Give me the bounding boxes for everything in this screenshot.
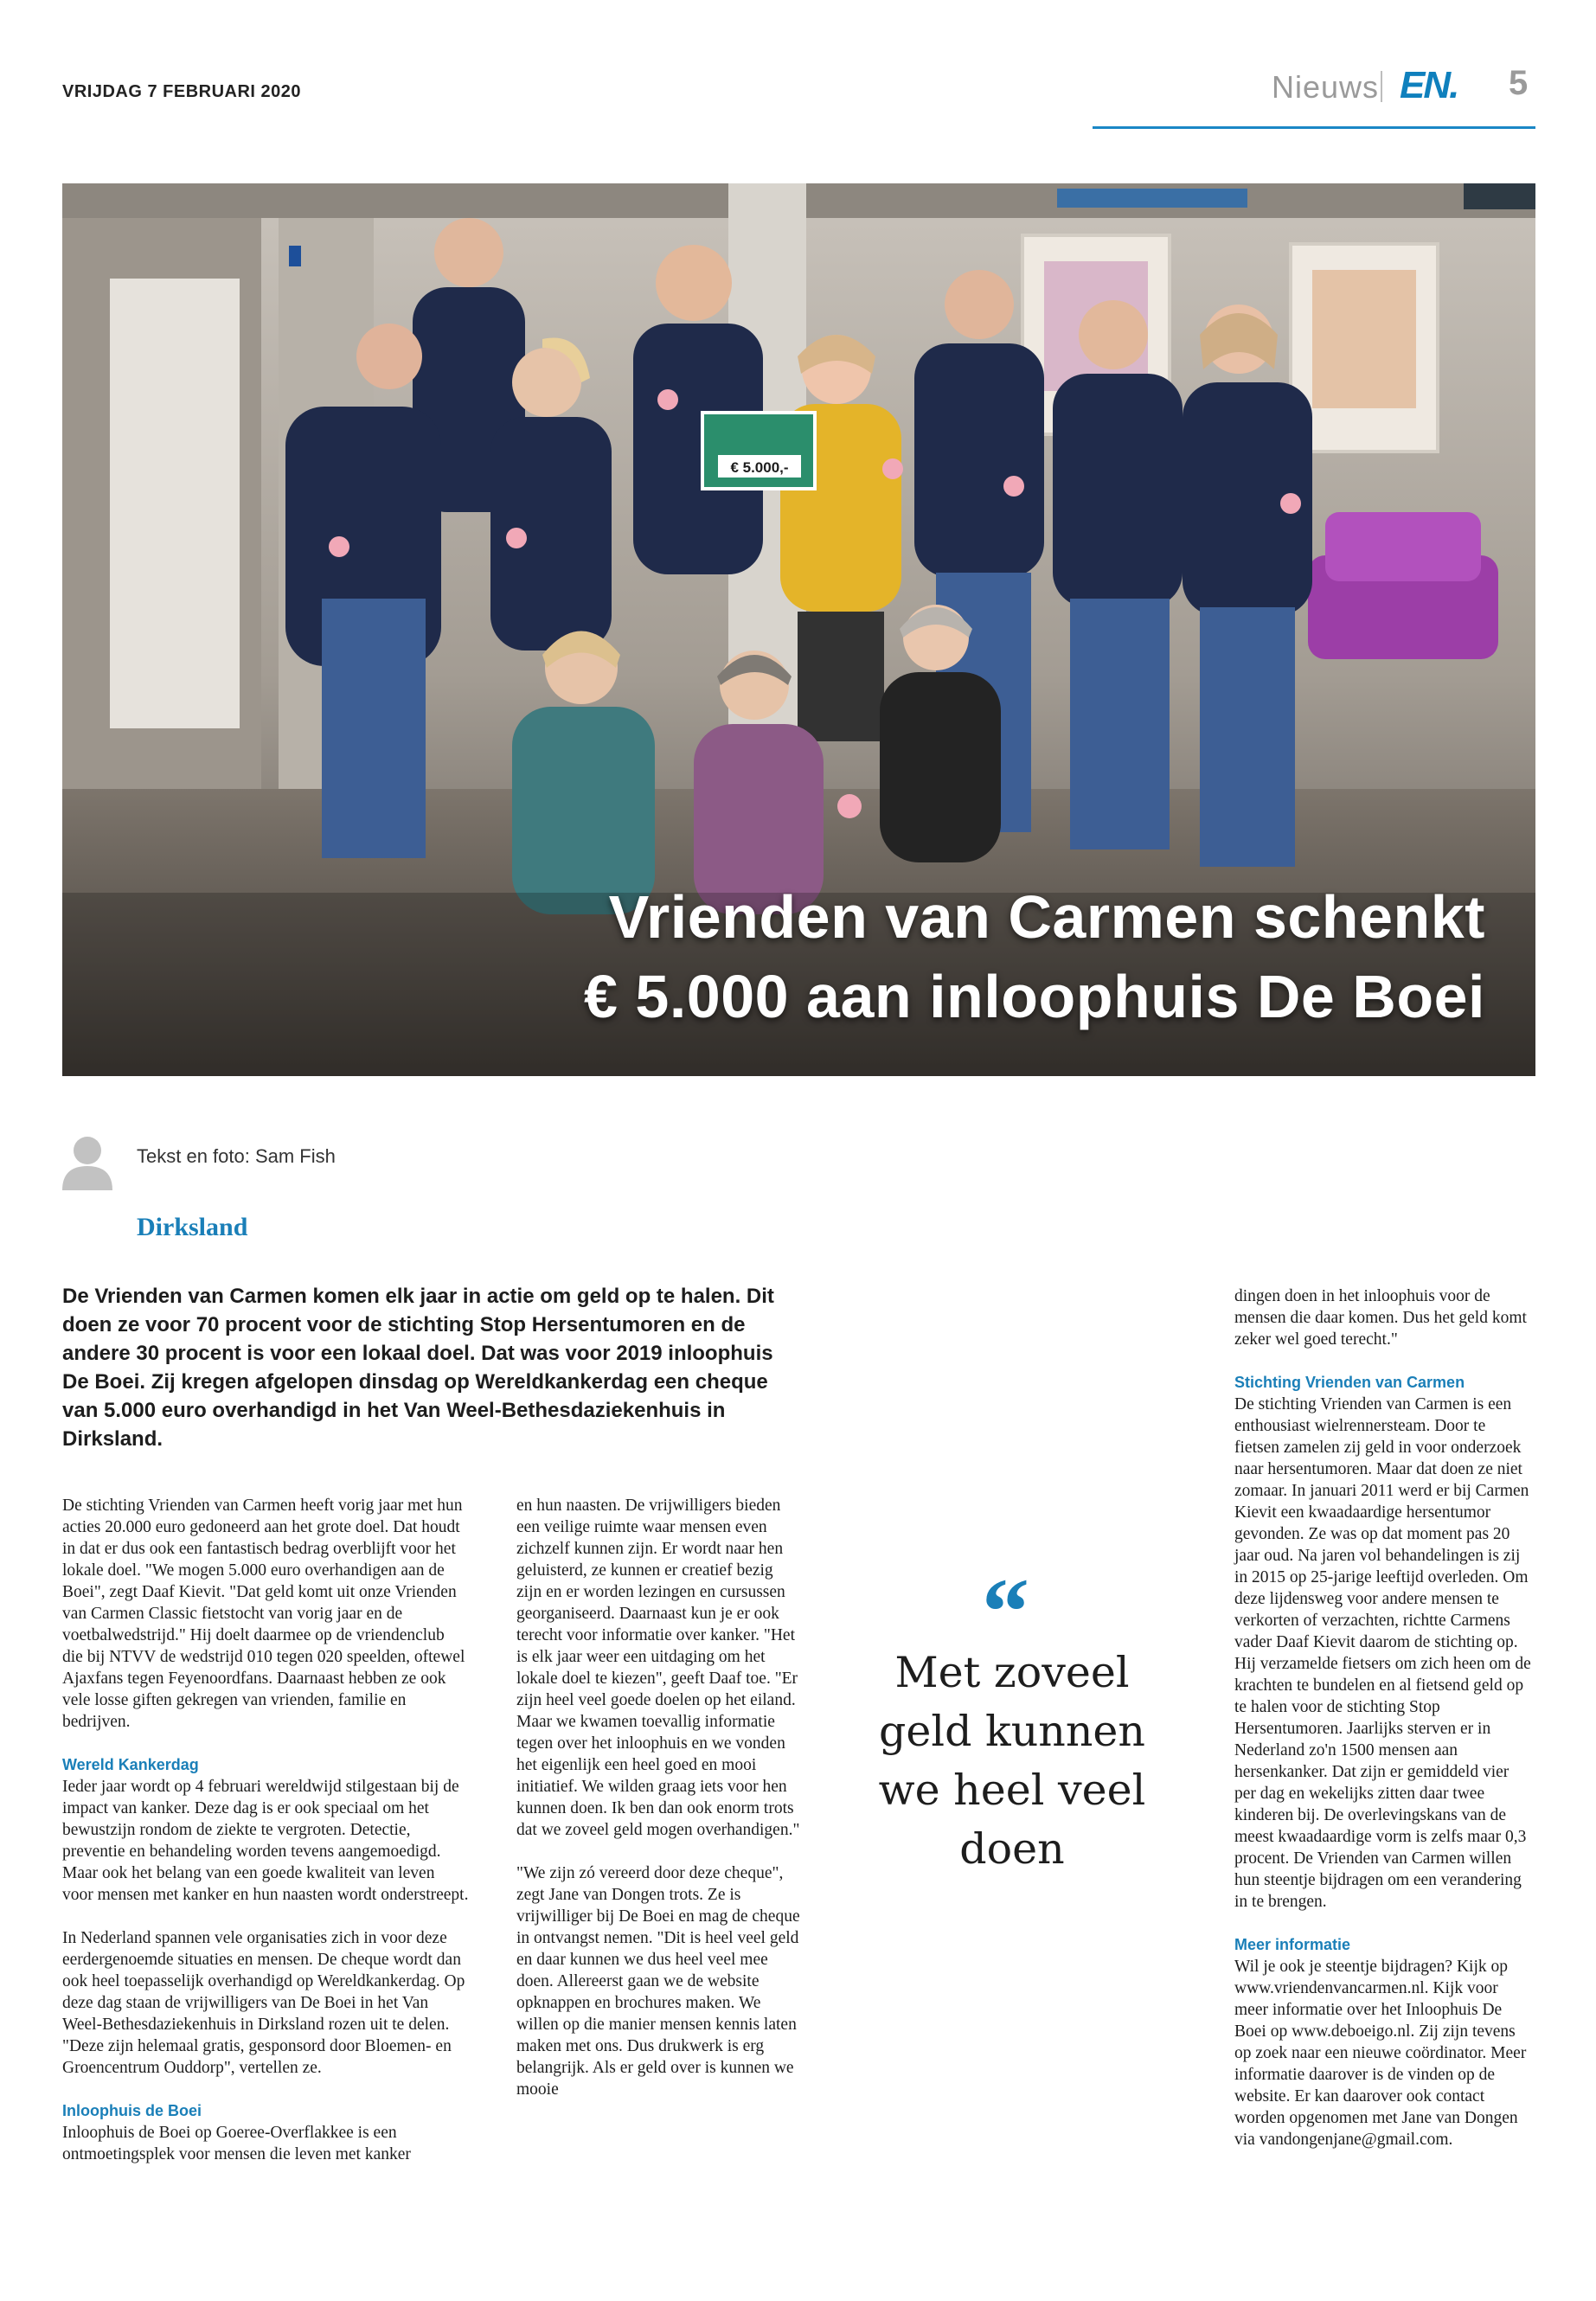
quote-mark-icon: “ [982,1559,1029,1664]
paragraph: dingen doen in het inloophuis voor de mensen die daar komen. Dus het geld komt zeker wel goed terecht." [1234,1287,1527,1349]
newspaper-logo: EN. [1400,64,1458,106]
paragraph: Inloophuis de Boei op Goeree-Overflakkee is een ontmoetingsplek voor mensen die leven met kanker [62,2124,411,2163]
paragraph: Wil je ook je steentje bijdragen? Kijk op www.vriendenvancarmen.nl. Kijk voor meer informatie over het Inloophuis De Boei op www.deboeigo.nl. Zij zijn tevens op zoek naar een nieuwe coördinator. Meer informatie daarover is de vinden op de website. Er kan daarover ook contact worden opgenomen met Jane van Dongen via vandongenjane@gmail.com. [1234,1958,1527,2149]
subheading: Wereld Kankerdag [62,1756,199,1773]
headline-line-1: Vrienden van Carmen schenkt [608,883,1485,951]
dateline: Dirksland [137,1213,248,1241]
headline-line-2: € 5.000 aan inloophuis De Boei [584,963,1485,1030]
headline [584,877,1485,1036]
cheque-amount: € 5.000,- [730,459,789,476]
header-rule [1093,126,1535,129]
paragraph: en hun naasten. De vrijwilligers bieden een veilige ruimte waar mensen even zichzelf kunnen zijn. Er wordt naar hen geluisterd, ze kunnen er creatief bezig zijn en er worden lezingen en cursussen georganiseerd. Daarnaast kun je er ook terecht voor informatie over kanker. "Het is elk jaar weer een uitdaging om het lokale doel te kiezen", geeft Daaf toe. "Er zijn heel veel goede doelen op het eiland. Maar we kwamen toevallig informatie tegen over het inloophuis en we vonden het eigenlijk een heel goed en mooi initiatief. We wilden graag iets voor hen kunnen doen. Ik ben dan ook enorm trots dat we zoveel geld mogen overhandigen." [516,1497,800,1839]
header-separator [1381,71,1382,102]
article-column-2 [516,1495,802,2122]
paragraph: "We zijn zó vereerd door deze cheque", zegt Jane van Dongen trots. Ze is vrijwilliger bij De Boei en mag de cheque in ontvangst nemen. "Dit is heel veel geld en daar kunnen we dus heel veel mee doen. Allereerst gaan we de website opknappen en brochures maken. We willen op die manier mensen kennis laten maken met ons. Dus drukwerk is erg belangrijk. Als er geld over is kunnen we mooie [516,1864,800,2099]
article-column-1 [62,1495,469,2187]
issue-date: VRIJDAG 7 FEBRUARI 2020 [62,82,302,101]
paragraph: De stichting Vrienden van Carmen heeft vorig jaar met hun acties 20.000 euro gedoneerd aan het grote doel. Dat houdt in dat er dus ook een fantastisch bedrag overblijft voor het lokale doel. "We mogen 5.000 euro overhandigen aan de Boei", zegt Daaf Kievit. "Dat geld komt uit onze Vrienden van Carmen Classic fietstocht van vorig jaar en de voetbalwedstrijd." Hij doelt daarmee op de vriendenclub die bij NTVV de wedstrijd 010 tegen 020 speelden, oftewel Ajaxfans tegen Feyenoordfans. Daarnaast hebben ze ook vele losse giften gekregen van vrienden, familie en bedrijven. [62,1497,465,1731]
section-label: Nieuws [1272,69,1380,105]
pull-quote: Met zoveel geld kunnen we heel veel doen [878,1648,1146,1874]
paragraph: In Nederland spannen vele organisaties zich in voor deze eerdergenoemde situaties en mensen. De cheque wordt dan ook heel toepasselijk overhandigd op Wereldkankerdag. Op deze dag staan de vrijwilligers van De Boei in het Van Weel-Bethesdaziekenhuis in Dirksland rozen uit te delen. "Deze zijn helemaal gratis, gesponsord door Bloemen- en Groencentrum Ouddorp", vertellen ze. [62,1929,465,2077]
cheque [702,413,815,489]
group-photo [62,183,1535,1076]
article-column-3 [1234,1285,1534,2172]
paragraph: De stichting Vrienden van Carmen is een enthousiast wielrennersteam. Door te fietsen zamelen zij geld in voor onderzoek naar hersentumoren. Maar dat doen ze niet zomaar. In januari 2011 werd er bij Carmen Kievit een kwaadaardige hersentumor gevonden. Ze was op dat moment pas 20 jaar oud. Na jaren vol behandelingen is zij in 2015 op 25-jarige leeftijd overleden. Om deze lijdensweg voor andere mensen te verkorten of verzachten, richtte Carmens vader Daaf Kievit daarom de stichting op. Hij verzamelde fietsers om zich heen om de krachten te bundelen en al fietsend geld op te halen voor de stichting Stop Hersentumoren. Jaarlijks sterven er in Nederland zo'n 1500 mensen aan hersenkanker. Dat zijn er gemiddeld vier per dag en wekelijks zitten daar twee kinderen bij. De overlevingskans van de meest kwaadaardige vorm is zelfs maar 0,3 procent. De Vrienden van Carmen willen hun steentje bijdragen om een verandering in te brengen. [1234,1395,1531,1911]
paragraph: Ieder jaar wordt op 4 februari wereldwijd stilgestaan bij de impact van kanker. Deze dag is er ook speciaal om het bewustzijn rondom de ziekte te vergroten. Detectie, preventie en behandeling worden tevens aangemoedigd. Maar ook het belang van een goede kwaliteit van leven voor mensen met kanker en hun naasten wordt onderstreept. [62,1778,469,1904]
author-avatar-icon [62,1133,112,1190]
subheading: Meer informatie [1234,1936,1351,1953]
article-lead: De Vrienden van Carmen komen elk jaar in actie om geld op te halen. Dit doen ze voor 70 procent voor de stichting Stop Hersentumoren en de andere 30 procent is voor een lokaal doel. Dat was voor 2019 inloophuis De Boei. Zij kregen afgelopen dinsdag op Wereldkankerdag een cheque van 5.000 euro overhandigd in het Van Weel-Bethesdaziekenhuis in Dirksland. [62,1285,774,1451]
page-number: 5 [1509,64,1529,102]
byline: Tekst en foto: Sam Fish [137,1145,336,1167]
subheading: Stichting Vrienden van Carmen [1234,1374,1465,1391]
subheading: Inloophuis de Boei [62,2102,202,2119]
